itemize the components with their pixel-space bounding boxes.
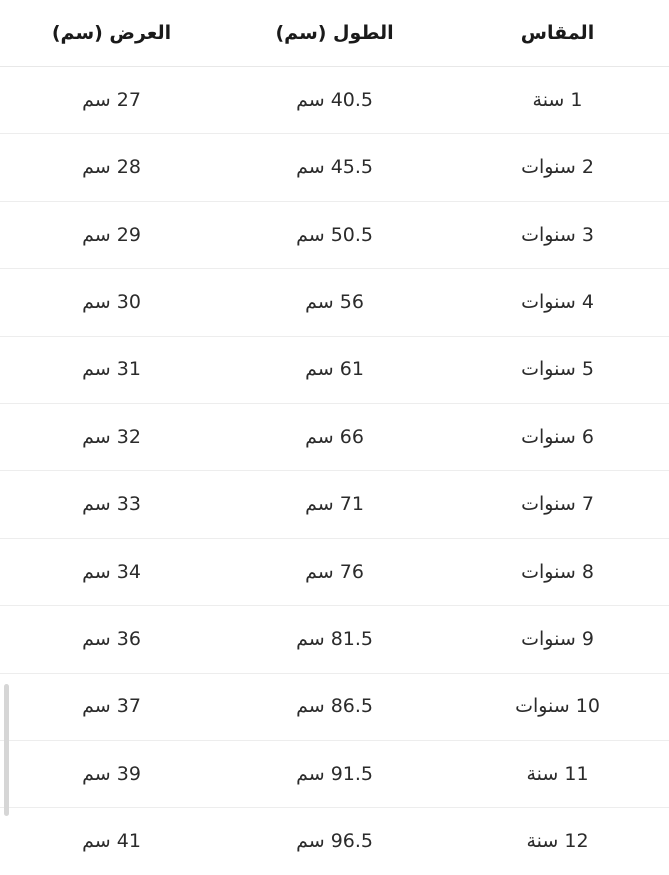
cell-size: [446, 201, 669, 268]
column-header-width: [0, 0, 223, 67]
cell-length-value: 76 سم: [305, 560, 364, 583]
cell-width: [0, 808, 223, 875]
cell-length-value: 45.5 سم: [296, 156, 373, 179]
cell-length-value: 56 سم: [305, 290, 364, 313]
table-row: [0, 673, 669, 740]
cell-width-value: 28 سم: [82, 156, 141, 179]
vertical-scrollbar-thumb[interactable]: [4, 684, 9, 816]
cell-length: [223, 471, 446, 538]
cell-length: [223, 134, 446, 201]
cell-width-value: 36 سم: [82, 627, 141, 650]
table-row: [0, 336, 669, 403]
cell-size-value: 2 سنوات: [521, 156, 594, 179]
cell-size: [446, 67, 669, 134]
table-body: [0, 67, 669, 875]
cell-length-value: 66 سم: [305, 425, 364, 448]
cell-size-value: 9 سنوات: [521, 627, 594, 650]
cell-length: [223, 808, 446, 875]
cell-length: [223, 67, 446, 134]
table-row: [0, 269, 669, 336]
cell-size: [446, 740, 669, 807]
cell-length: [223, 201, 446, 268]
cell-length-value: 86.5 سم: [296, 695, 373, 718]
cell-width-value: 32 سم: [82, 425, 141, 448]
cell-size-value: 5 سنوات: [521, 358, 594, 381]
table-row: [0, 471, 669, 538]
cell-size-value: 7 سنوات: [521, 493, 594, 516]
cell-width-value: 34 سم: [82, 560, 141, 583]
cell-length: [223, 538, 446, 605]
cell-length-value: 91.5 سم: [296, 762, 373, 785]
cell-width-value: 30 سم: [82, 290, 141, 313]
cell-width-value: 33 سم: [82, 493, 141, 516]
cell-size: [446, 673, 669, 740]
table-row: [0, 538, 669, 605]
cell-size: [446, 808, 669, 875]
cell-width: [0, 606, 223, 673]
cell-length: [223, 740, 446, 807]
cell-width-value: 39 سم: [82, 762, 141, 785]
table-row: [0, 134, 669, 201]
cell-length-value: 96.5 سم: [296, 830, 373, 853]
cell-length-value: 40.5 سم: [296, 88, 373, 111]
cell-size-value: 12 سنة: [526, 830, 589, 853]
cell-size: [446, 606, 669, 673]
cell-size-value: 10 سنوات: [515, 695, 600, 718]
column-header-size-label: المقاس: [520, 21, 595, 44]
cell-size-value: 8 سنوات: [521, 560, 594, 583]
cell-size-value: 3 سنوات: [521, 223, 594, 246]
cell-size: [446, 269, 669, 336]
cell-width: [0, 336, 223, 403]
cell-size-value: 6 سنوات: [521, 425, 594, 448]
cell-length: [223, 673, 446, 740]
table-row: [0, 808, 669, 875]
cell-width: [0, 67, 223, 134]
cell-width: [0, 269, 223, 336]
cell-width: [0, 538, 223, 605]
cell-width-value: 31 سم: [82, 358, 141, 381]
cell-length-value: 50.5 سم: [296, 223, 373, 246]
header-row: [0, 0, 669, 67]
cell-width-value: 27 سم: [82, 88, 141, 111]
cell-length-value: 81.5 سم: [296, 627, 373, 650]
cell-length: [223, 336, 446, 403]
cell-length: [223, 403, 446, 470]
cell-width-value: 37 سم: [82, 695, 141, 718]
cell-size-value: 4 سنوات: [521, 290, 594, 313]
column-header-length-label: الطول (سم): [275, 21, 394, 44]
cell-size: [446, 336, 669, 403]
cell-size: [446, 471, 669, 538]
table-row: [0, 201, 669, 268]
cell-width: [0, 673, 223, 740]
cell-width: [0, 134, 223, 201]
table-row: [0, 67, 669, 134]
cell-size-value: 11 سنة: [526, 762, 589, 785]
cell-size-value: 1 سنة: [532, 88, 583, 111]
cell-size: [446, 134, 669, 201]
cell-width-value: 41 سم: [82, 830, 141, 853]
table-row: [0, 606, 669, 673]
cell-width-value: 29 سم: [82, 223, 141, 246]
cell-length-value: 71 سم: [305, 493, 364, 516]
cell-length: [223, 606, 446, 673]
cell-width: [0, 201, 223, 268]
cell-width: [0, 471, 223, 538]
cell-size: [446, 403, 669, 470]
table-row: [0, 740, 669, 807]
cell-width: [0, 403, 223, 470]
column-header-length: [223, 0, 446, 67]
table-header: [0, 0, 669, 67]
cell-length: [223, 269, 446, 336]
cell-size: [446, 538, 669, 605]
cell-width: [0, 740, 223, 807]
table-row: [0, 403, 669, 470]
column-header-width-label: العرض (سم): [51, 21, 172, 44]
cell-length-value: 61 سم: [305, 358, 364, 381]
column-header-size: [446, 0, 669, 67]
